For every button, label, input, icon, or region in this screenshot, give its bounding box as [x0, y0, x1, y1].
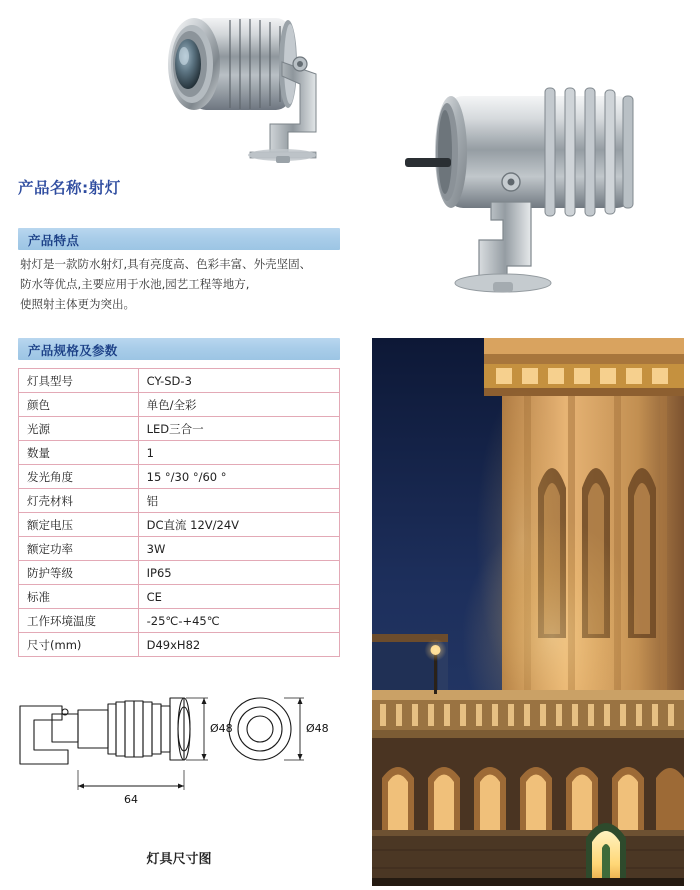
- spec-key: 防护等级: [19, 561, 139, 585]
- diameter-label-front: Ø48: [306, 722, 329, 735]
- spec-value: 15 °/30 °/60 °: [138, 465, 339, 489]
- features-line-1: 射灯是一款防水射灯,具有亮度高、色彩丰富、外壳坚固、: [20, 257, 312, 271]
- table-row: [19, 585, 340, 609]
- product-photo-front: [130, 4, 380, 169]
- spec-key: 标准: [19, 585, 139, 609]
- terrace-balustrade: [372, 690, 684, 738]
- spec-value: 3W: [138, 537, 339, 561]
- spec-value: CE: [138, 585, 339, 609]
- spec-value: 铝: [138, 489, 339, 513]
- spec-value: 单色/全彩: [138, 393, 339, 417]
- product-photo-side: [395, 70, 685, 320]
- application-photo: [372, 338, 684, 886]
- spec-value: IP65: [138, 561, 339, 585]
- dimension-caption: 灯具尺寸图: [146, 852, 212, 867]
- bracket-outline: [20, 706, 68, 764]
- section-header-specs: [18, 338, 340, 360]
- page-title: 产品名称:射灯: [18, 179, 121, 197]
- diameter-label-side: Ø48: [210, 722, 233, 735]
- table-row: [19, 561, 340, 585]
- spec-value: DC直流 12V/24V: [138, 513, 339, 537]
- spec-key: 数量: [19, 441, 139, 465]
- spec-value: D49xH82: [138, 633, 339, 657]
- spec-key: 额定功率: [19, 537, 139, 561]
- section-header-features-label: 产品特点: [28, 233, 80, 248]
- building-roof: [484, 338, 684, 396]
- features-line-2: 防水等优点,主要应用于水池,园艺工程等地方,: [20, 277, 250, 291]
- power-cable: [405, 158, 451, 167]
- features-line-3: 使照射主体更为突出。: [20, 297, 135, 311]
- spec-key: 颜色: [19, 393, 139, 417]
- table-row: [19, 609, 340, 633]
- lower-arcade: [372, 738, 684, 886]
- table-row: [19, 633, 340, 657]
- spec-key: 尺寸(mm): [19, 633, 139, 657]
- section-header-specs-label: 产品规格及参数: [28, 343, 118, 358]
- spec-value: CY-SD-3: [138, 369, 339, 393]
- spec-table: [18, 368, 340, 657]
- section-header-features: [18, 228, 340, 250]
- table-row: [19, 393, 340, 417]
- table-row: [19, 417, 340, 441]
- table-row: [19, 537, 340, 561]
- spec-key: 光源: [19, 417, 139, 441]
- spec-key: 额定电压: [19, 513, 139, 537]
- spec-key: 灯具型号: [19, 369, 139, 393]
- lamp-body-side: [405, 88, 633, 216]
- table-row: [19, 369, 340, 393]
- body-outline: [78, 710, 108, 748]
- spec-value: LED三合一: [138, 417, 339, 441]
- features-paragraph: [20, 254, 342, 314]
- table-row: [19, 441, 340, 465]
- table-row: [19, 465, 340, 489]
- spec-key: 发光角度: [19, 465, 139, 489]
- dimension-drawing: [8, 690, 348, 830]
- spec-value: -25℃-+45℃: [138, 609, 339, 633]
- table-row: [19, 489, 340, 513]
- stained-glass-window: [586, 823, 626, 886]
- spec-key: 工作环境温度: [19, 609, 139, 633]
- length-label: 64: [124, 793, 138, 806]
- spec-value: 1: [138, 441, 339, 465]
- table-row: [19, 513, 340, 537]
- lamp-body: [168, 18, 297, 110]
- spec-key: 灯壳材料: [19, 489, 139, 513]
